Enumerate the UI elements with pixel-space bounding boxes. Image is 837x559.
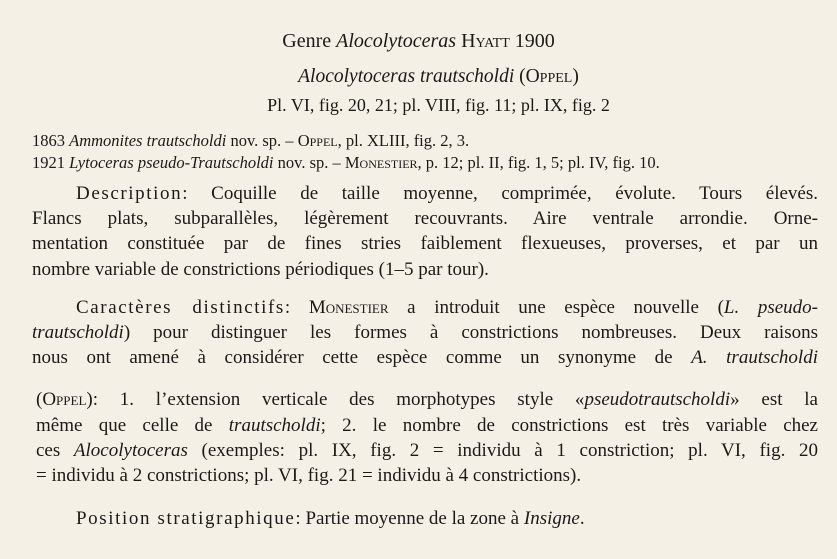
- synonymy-taxon: Lytoceras pseudo-Trautscholdi: [69, 153, 274, 172]
- label-separator: :: [295, 508, 306, 529]
- species-italic: L. pseudo-: [723, 297, 818, 318]
- species-heading: [0, 66, 837, 88]
- distinctive-label: Caractères distinctifs: [76, 297, 285, 318]
- synonymy-reference: , pl. XLIII, fig. 2, 3.: [337, 131, 470, 150]
- body-text: ) pour distinguer les formes à constrictions nombreuses. Deux raisons: [123, 322, 818, 343]
- synonymy-entry: [32, 130, 469, 152]
- synonymy-year: 1863: [32, 131, 65, 150]
- label-separator: :: [182, 183, 212, 204]
- label-separator: :: [284, 297, 309, 318]
- zone-name: Insigne: [523, 508, 580, 529]
- description-line: [76, 183, 818, 205]
- description-text: Coquille de taille moyenne, comprimée, évolute. Tours élevés.: [211, 183, 818, 204]
- synonymy-year: 1921: [32, 153, 65, 172]
- distinctive-line: = individu à 2 constrictions; pl. VI, fig. 21 = individu à 4 constrictions).: [36, 465, 582, 486]
- synonymy-status: nov. sp. –: [273, 153, 345, 172]
- synonymy-author: Oppel: [297, 131, 338, 150]
- distinctive-line: [32, 322, 818, 344]
- synonymy-reference: , p. 12; pl. II, fig. 1, 5; pl. IV, fig. 10.: [417, 153, 660, 172]
- body-text: .: [579, 508, 585, 529]
- distinctive-line: [36, 440, 818, 462]
- body-text: ; 2. le nombre de constrictions est très variable chez: [320, 415, 818, 436]
- genus-author: Hyatt: [461, 30, 510, 52]
- species-italic: trautscholdi: [228, 415, 321, 436]
- synonymy-author: Monestier: [344, 153, 418, 172]
- body-text: » est la: [730, 389, 818, 410]
- author-name: Monestier: [308, 297, 389, 318]
- description-line: nombre variable de constrictions périodiques (1–5 par tour).: [32, 259, 489, 280]
- distinctive-line: [32, 347, 818, 369]
- body-text: : 1. l’extension verticale des morphotypes style «: [92, 389, 585, 410]
- species-italic: pseudotrautscholdi: [584, 389, 731, 410]
- body-text: même que celle de: [36, 415, 229, 436]
- species-name: Alocolytoceras trautscholdi: [298, 66, 515, 87]
- genre-word: Genre: [282, 30, 332, 52]
- genus-italic: Alocolytoceras: [73, 440, 188, 461]
- body-text: Partie moyenne de la zone à: [305, 508, 524, 529]
- body-text: a introduit une espèce nouvelle (: [388, 297, 724, 318]
- description-line: Flancs plats, subparallèles, légèrement recouvrants. Aire ventrale arrondie. Orne-: [32, 208, 818, 229]
- position-label: Position stratigraphique: [76, 508, 296, 529]
- genus-name: Alocolytoceras: [336, 30, 457, 52]
- description-label: Description: [76, 183, 183, 204]
- genus-year: 1900: [514, 30, 555, 52]
- distinctive-line: [76, 297, 818, 319]
- synonymy-taxon: Ammonites trautscholdi: [69, 131, 227, 150]
- distinctive-line: [36, 415, 818, 437]
- body-text: nous ont amené à considérer cette espèce comme un synonyme de: [32, 347, 692, 368]
- species-italic: trautscholdi: [32, 322, 124, 343]
- position-line: [76, 508, 585, 530]
- species-author: (Oppel): [519, 66, 579, 87]
- description-line: mentation constituée par de fines stries faiblement flexueuses, proverses, et par un: [32, 233, 818, 254]
- genus-heading: [0, 30, 837, 52]
- synonymy-entry: [32, 152, 660, 174]
- plate-references: Pl. VI, fig. 20, 21; pl. VIII, fig. 11; pl. IX, fig. 2: [267, 95, 610, 115]
- body-text: ces: [36, 440, 74, 461]
- synonymy-status: nov. sp. –: [226, 131, 298, 150]
- body-text: (exemples: pl. IX, fig. 2 = individu à 1 constriction; pl. VI, fig. 20: [187, 440, 818, 461]
- species-italic: A. trautscholdi: [691, 347, 818, 368]
- author-name: (Oppel): [36, 389, 93, 410]
- distinctive-line: [36, 389, 818, 411]
